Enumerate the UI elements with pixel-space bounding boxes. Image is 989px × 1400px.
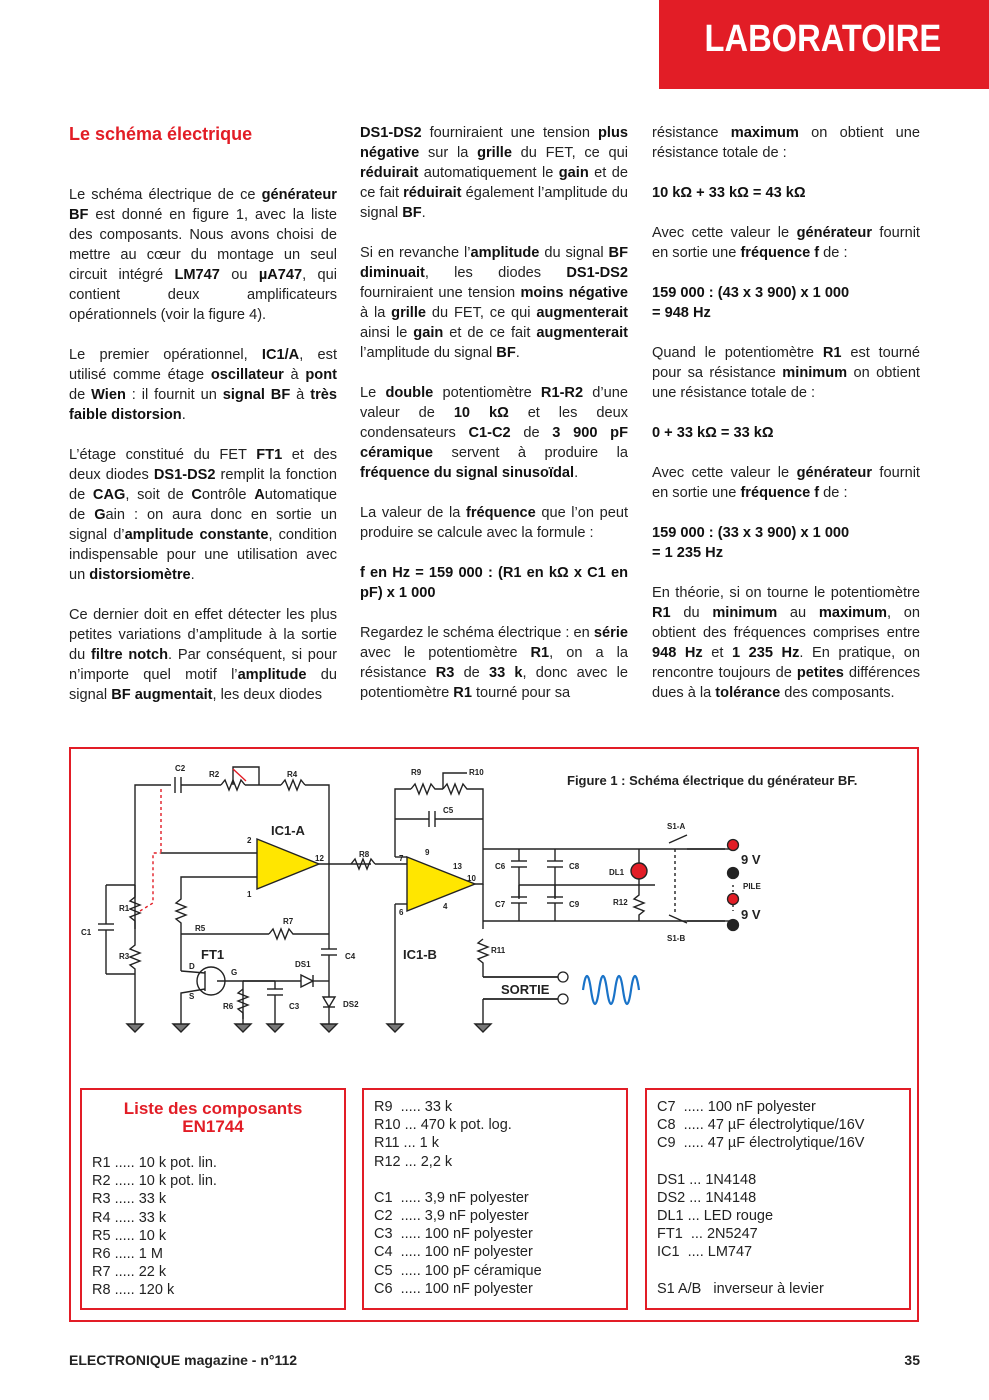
list-item: C3 ..... 100 nF polyester — [374, 1226, 533, 1243]
paragraph: 0 + 33 kΩ = 33 kΩ — [652, 425, 774, 441]
list-item: DS2 ... 1N4148 — [657, 1189, 757, 1206]
label-pin12: 12 — [315, 854, 324, 863]
label-pin10: 10 — [467, 874, 476, 883]
label-9v-top: 9 V — [741, 852, 761, 867]
col1-text — [69, 185, 337, 705]
label-pin2: 2 — [247, 836, 252, 845]
label-pile: PILE — [743, 882, 761, 891]
label-ic1b: IC1-B — [403, 947, 437, 962]
components-list-2 — [362, 1088, 628, 1310]
list3c — [657, 1280, 899, 1298]
label-ft1: FT1 — [201, 947, 225, 962]
paragraph: f en Hz = 159 000 : (R1 en kΩ x C1 en pF) x 1 000 — [360, 565, 628, 601]
list-item: C9 ..... 47 µF électrolytique/16V — [657, 1135, 865, 1152]
article-column-2 — [360, 123, 628, 723]
list-item: R2 ..... 10 k pot. lin. — [92, 1173, 217, 1190]
label-ds2: DS2 — [343, 1000, 359, 1009]
list-item: C4 ..... 100 nF polyester — [374, 1244, 533, 1261]
label-r12: R12 — [613, 898, 628, 907]
list2a — [374, 1098, 616, 1171]
label-r10: R10 — [469, 768, 484, 777]
label-d: D — [189, 962, 195, 971]
list-item: DS1 ... 1N4148 — [657, 1171, 757, 1188]
paragraph: Ce dernier doit en effet détecter les plus petites variations d’amplitude à la sortie du filtre notch. Par conséquent, si pour n’importe quel motif l’amplitude du signal BF augmentait, les deux diodes — [69, 607, 337, 703]
label-c6: C6 — [495, 862, 506, 871]
paragraph: 159 000 : (33 x 3 900) x 1 000 = 1 235 Hz — [652, 525, 850, 561]
list-item: S1 A/B inverseur à levier — [657, 1280, 824, 1297]
paragraph: résistance maximum on obtient une résistance totale de : — [652, 125, 920, 161]
paragraph: En théorie, si on tourne le potentiomètre R1 du minimum au maximum, on obtient des fréquences comprises entre 948 Hz et 1 235 Hz. En pratique, on rencontre toujours de petites différences dues à la tolérance des composants. — [652, 585, 921, 701]
label-c4: C4 — [345, 952, 356, 961]
circuit-schematic — [71, 749, 917, 1079]
label-r11: R11 — [491, 946, 506, 955]
list2b — [374, 1189, 616, 1298]
section-title: LABORATOIRE — [704, 18, 941, 60]
list-item: C5 ..... 100 pF céramique — [374, 1262, 542, 1279]
list1 — [92, 1154, 334, 1300]
article-column-1 — [69, 123, 337, 725]
footer-magazine: ELECTRONIQUE magazine - n°112 — [69, 1352, 298, 1368]
figure-caption: Figure 1 : Schéma électrique du générateur BF. — [567, 773, 858, 788]
label-pin13: 13 — [453, 862, 462, 871]
figure-1 — [69, 747, 919, 1322]
label-r4: R4 — [287, 770, 298, 779]
paragraph: DS1-DS2 fourniraient une tension plus négative sur la grille du FET, ce qui réduirait automatiquement le gain et de ce fait réduirait également l’amplitude du signal BF. — [360, 125, 628, 221]
label-r1: R1 — [119, 904, 130, 913]
list-item: DL1 ... LED rouge — [657, 1208, 774, 1225]
paragraph: Quand le potentiomètre R1 est tourné pour sa résistance minimum on obtient une résistance totale de : — [652, 345, 920, 401]
list3a — [657, 1098, 899, 1153]
paragraph: 159 000 : (43 x 3 900) x 1 000 = 948 Hz — [652, 285, 850, 321]
list-item: R3 ..... 33 k — [92, 1191, 167, 1208]
list-item: R8 ..... 120 k — [92, 1282, 175, 1299]
label-ic1a: IC1-A — [271, 823, 305, 838]
label-c2: C2 — [175, 764, 186, 773]
paragraph: L’étage constitué du FET FT1 et des deux diodes DS1-DS2 remplit la fonction de CAG, soit de Contrôle Automatique de Gain : on aura donc en sortie un signal d’amplitude constante, condition indispensable pour une utilisation avec un distorsiomètre. — [69, 447, 338, 583]
list-item: R4 ..... 33 k — [92, 1209, 167, 1226]
label-ds1: DS1 — [295, 960, 311, 969]
paragraph: Si en revanche l’amplitude du signal BF diminuait, les diodes DS1-DS2 fourniraient une tension moins négative à la grille du FET, ce qui augmenterait ainsi le gain et de ce fait augmenterait l’amplitude du signal BF. — [360, 245, 629, 361]
label-dl1: DL1 — [609, 868, 625, 877]
label-s: S — [189, 992, 195, 1001]
label-c7: C7 — [495, 900, 506, 909]
label-r6: R6 — [223, 1002, 234, 1011]
list-item: C8 ..... 47 µF électrolytique/16V — [657, 1117, 865, 1134]
label-r2: R2 — [209, 770, 220, 779]
label-r8: R8 — [359, 850, 370, 859]
label-c8: C8 — [569, 862, 580, 871]
label-pin9: 9 — [425, 848, 430, 857]
label-c3: C3 — [289, 1002, 300, 1011]
list-item: R9 ..... 33 k — [374, 1099, 453, 1115]
article-column-3 — [652, 123, 920, 723]
list-item: R6 ..... 1 M — [92, 1246, 163, 1263]
paragraph: Avec cette valeur le générateur fournit en sortie une fréquence f de : — [652, 465, 920, 501]
label-s1b: S1-B — [667, 934, 686, 943]
list-item: C2 ..... 3,9 nF polyester — [374, 1208, 529, 1225]
col2-text — [360, 123, 628, 703]
paragraph: Regardez le schéma électrique : en série avec le potentiomètre R1, on a la résistance R3 de 33 k, donc avec le potentiomètre R1 tourné pour sa — [360, 625, 629, 701]
label-r7: R7 — [283, 917, 294, 926]
list-item: C1 ..... 3,9 nF polyester — [374, 1189, 529, 1206]
col3-text — [652, 123, 920, 703]
paragraph: Avec cette valeur le générateur fournit en sortie une fréquence f de : — [652, 225, 920, 261]
components-list-1 — [80, 1088, 346, 1310]
label-pin1: 1 — [247, 890, 252, 899]
article-title: Le schéma électrique — [69, 124, 253, 144]
components-title: Liste des composants EN1744 — [123, 1099, 303, 1136]
list-item: FT1 ... 2N5247 — [657, 1226, 758, 1243]
label-pin7: 7 — [399, 854, 404, 863]
paragraph: Le schéma électrique de ce générateur BF est donné en figure 1, avec la liste des composants. Nous avons choisi de mettre au cœur du montage un seul circuit intégré LM747 ou µA747, qui contient deux amplificateurs opérationnels (voir la figure 4). — [69, 187, 338, 323]
label-r5: R5 — [195, 924, 206, 933]
label-c1: C1 — [81, 928, 92, 937]
list-item: R1 ..... 10 k pot. lin. — [92, 1155, 217, 1171]
components-list-3 — [645, 1088, 911, 1310]
list-item: R5 ..... 10 k — [92, 1227, 167, 1244]
paragraph: Le double potentiomètre R1-R2 d’une valeur de 10 kΩ et les deux condensateurs C1-C2 de 3 900 pF céramique servent à produire la fréquence du signal sinusoïdal. — [360, 385, 628, 481]
label-c5: C5 — [443, 806, 454, 815]
list-item: R11 ... 1 k — [374, 1135, 440, 1152]
list-item: C6 ..... 100 nF polyester — [374, 1280, 533, 1297]
list3b — [657, 1171, 899, 1262]
paragraph: Le premier opérationnel, IC1/A, est utilisé comme étage oscillateur à pont de Wien : il fournit un signal BF à très faible distorsion. — [69, 347, 338, 423]
label-s1a: S1-A — [667, 822, 686, 831]
list-item: C7 ..... 100 nF polyester — [657, 1099, 816, 1115]
label-sortie: SORTIE — [501, 982, 550, 997]
list-item: R10 ... 470 k pot. log. — [374, 1117, 512, 1134]
label-pin4: 4 — [443, 902, 448, 911]
list-item: R7 ..... 22 k — [92, 1264, 167, 1281]
section-banner — [659, 0, 989, 89]
page-number: 35 — [904, 1352, 920, 1368]
list-item: IC1 .... LM747 — [657, 1244, 753, 1261]
label-g: G — [231, 968, 238, 977]
list-item: R12 ... 2,2 k — [374, 1153, 453, 1170]
label-r9: R9 — [411, 768, 422, 777]
paragraph: 10 kΩ + 33 kΩ = 43 kΩ — [652, 185, 806, 201]
label-c9: C9 — [569, 900, 580, 909]
label-9v-bottom: 9 V — [741, 907, 761, 922]
label-r3: R3 — [119, 952, 130, 961]
paragraph: La valeur de la fréquence que l’on peut produire se calcule avec la formule : — [360, 505, 629, 541]
label-pin6: 6 — [399, 908, 404, 917]
